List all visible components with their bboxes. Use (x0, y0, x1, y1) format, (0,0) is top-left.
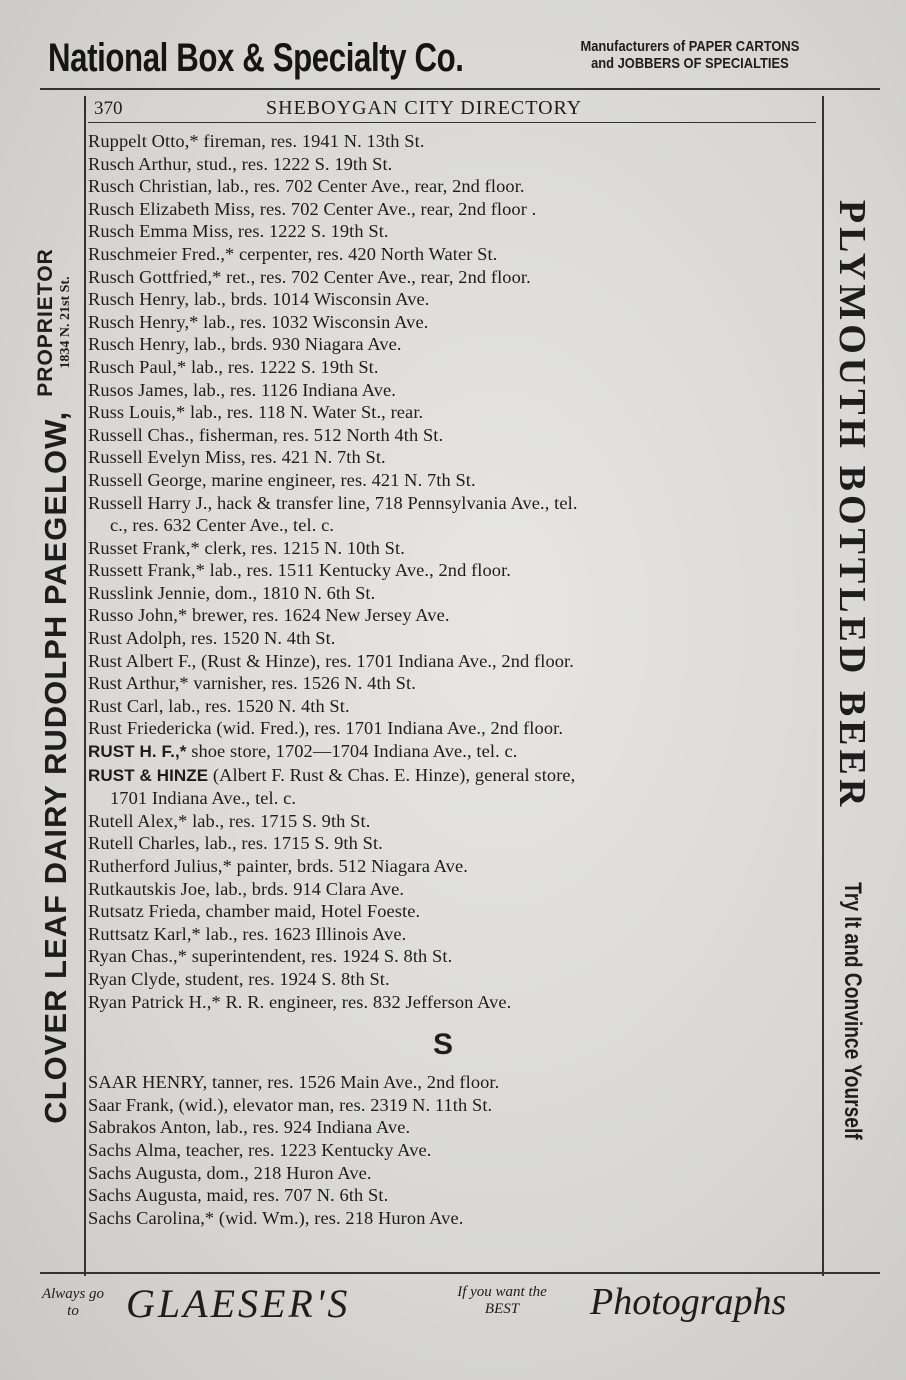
left-advertisement (28, 96, 86, 1276)
list-item: Rusch Elizabeth Miss, res. 702 Center Ave., rear, 2nd floor . (88, 198, 537, 219)
list-item: Rutkautskis Joe, lab., brds. 914 Clara Ave. (88, 878, 405, 899)
top-ad-company: National Box & Specialty Co. (48, 36, 464, 80)
list-item: Rusch Henry,* lab., res. 1032 Wisconsin Ave. (88, 311, 429, 332)
list-item: Ruppelt Otto,* fireman, res. 1941 N. 13th St. (88, 131, 425, 151)
right-ad-main: PLYMOUTH BOTTLED BEER (831, 199, 873, 811)
list-item: Ryan Chas.,* superintendent, res. 1924 S. 8th St. (88, 946, 453, 967)
list-item: Rust Albert F., (Rust & Hinze), res. 1701 Indiana Ave., 2nd floor. (88, 650, 574, 671)
list-item: Rusch Henry, lab., brds. 930 Niagara Ave. (88, 334, 402, 355)
top-ad-tagline-line1: Manufacturers of PAPER CARTONS (580, 38, 800, 55)
list-item: Rusch Henry, lab., brds. 1014 Wisconsin Ave. (88, 289, 430, 310)
top-divider (40, 88, 880, 90)
page-title: SHEBOYGAN CITY DIRECTORY (266, 97, 583, 119)
list-item: Rutsatz Frieda, chamber maid, Hotel Foeste. (88, 901, 421, 922)
list-item: Rust Friedericka (wid. Fred.), res. 1701 Indiana Ave., 2nd floor. (88, 718, 564, 739)
list-item-text: (Albert F. Rust & Chas. E. Hinze), general store, (212, 764, 576, 785)
list-item: Russlink Jennie, dom., 1810 N. 6th St. (88, 582, 376, 603)
section-letter: S (432, 1028, 453, 1062)
list-item: Russell Harry J., hack & transfer line, 718 Pennsylvania Ave., tel. (88, 492, 578, 513)
bottom-ad-brand: GLAESER'S (126, 1281, 351, 1326)
list-item: Sachs Carolina,* (wid. Wm.), res. 218 Huron Ave. (88, 1207, 464, 1228)
directory-listing (88, 130, 824, 1229)
list-item-text: shoe store, 1702—1704 Indiana Ave., tel. c. (191, 741, 518, 762)
left-ad-address: 1834 N. 21st St. (58, 276, 73, 369)
bottom-ad-photographs: Photographs (590, 1281, 787, 1323)
list-item: Sabrakos Anton, lab., res. 924 Indiana Ave. (88, 1117, 411, 1138)
list-item: Rust Adolph, res. 1520 N. 4th St. (88, 628, 336, 649)
list-item: Rutell Alex,* lab., res. 1715 S. 9th St. (88, 810, 371, 831)
list-item: Rutell Charles, lab., res. 1715 S. 9th St. (88, 833, 383, 854)
right-ad-text (824, 96, 880, 1276)
bottom-ad-always: Always go to (41, 1286, 105, 1319)
list-item: Russell George, marine engineer, res. 421 N. 7th St. (88, 469, 476, 490)
list-item: Sachs Alma, teacher, res. 1223 Kentucky Ave. (88, 1139, 432, 1160)
list-item: Russell Chas., fisherman, res. 512 North 4th St. (88, 424, 444, 445)
page-header (88, 96, 816, 123)
list-item: Sachs Augusta, dom., 218 Huron Ave. (88, 1162, 372, 1183)
left-ad-proprietor-block (36, 248, 76, 396)
list-item: Russet Frank,* clerk, res. 1215 N. 10th St. (88, 537, 405, 558)
list-item (88, 764, 824, 788)
bottom-advertisement (30, 1276, 880, 1346)
list-item: Rusch Christian, lab., res. 702 Center Ave., rear, 2nd floor. (88, 176, 525, 197)
list-item: Ryan Clyde, student, res. 1924 S. 8th St. (88, 968, 390, 989)
page-number: 370 (94, 98, 123, 119)
list-item: Russell Evelyn Miss, res. 421 N. 7th St. (88, 447, 386, 468)
list-item: Ryan Patrick H.,* R. R. engineer, res. 832 Jefferson Ave. (88, 991, 512, 1012)
bottom-divider (40, 1272, 880, 1274)
list-item: Ruttsatz Karl,* lab., res. 1623 Illinois Ave. (88, 923, 407, 944)
right-ad-slogan: Try It and Convince Yourself (839, 882, 866, 1140)
bold-name: RUST H. F.,* (88, 742, 187, 762)
list-item: Sachs Augusta, maid, res. 707 N. 6th St. (88, 1185, 389, 1206)
top-ad-tagline-line2: and JOBBERS OF SPECIALTIES (591, 55, 789, 72)
list-item: Russett Frank,* lab., res. 1511 Kentucky Ave., 2nd floor. (88, 560, 512, 581)
list-item-continuation: 1701 Indiana Ave., tel. c. (110, 788, 297, 809)
list-item: Rutherford Julius,* painter, brds. 512 Niagara Ave. (88, 856, 468, 876)
right-advertisement (822, 96, 880, 1276)
left-ad-proprietor: PROPRIETOR (34, 248, 57, 397)
top-ad-tagline (548, 38, 832, 72)
list-item: Rusch Paul,* lab., res. 1222 S. 19th St. (88, 356, 379, 377)
list-item: Russ Louis,* lab., res. 118 N. Water St., rear. (88, 402, 424, 423)
list-item: Saar Frank, (wid.), elevator man, res. 2319 N. 11th St. (88, 1094, 493, 1115)
list-item: Russo John,* brewer, res. 1624 New Jersey Ave. (88, 605, 450, 626)
list-item: Ruschmeier Fred.,* cerpenter, res. 420 North Water St. (88, 243, 498, 264)
bottom-ad-if-you-want: If you want the BEST (457, 1284, 547, 1317)
list-item: Rusos James, lab., res. 1126 Indiana Ave. (88, 379, 397, 400)
list-item: Rusch Arthur, stud., res. 1222 S. 19th St. (88, 153, 393, 174)
list-item (88, 740, 824, 764)
list-item: SAAR HENRY, tanner, res. 1526 Main Ave., 2nd floor. (88, 1072, 500, 1093)
list-item-continuation: c., res. 632 Center Ave., tel. c. (110, 515, 335, 536)
list-item: Rusch Emma Miss, res. 1222 S. 19th St. (88, 221, 389, 242)
left-ad-text (28, 96, 84, 1276)
list-item: Rust Carl, lab., res. 1520 N. 4th St. (88, 695, 350, 716)
list-item: Rust Arthur,* varnisher, res. 1526 N. 4th St. (88, 673, 416, 694)
bold-name: RUST & HINZE (88, 765, 209, 785)
left-ad-main: CLOVER LEAF DAIRY RUDOLPH PAEGELOW, (38, 410, 73, 1124)
list-item: Rusch Gottfried,* ret., res. 702 Center Ave., rear, 2nd floor. (88, 266, 531, 287)
